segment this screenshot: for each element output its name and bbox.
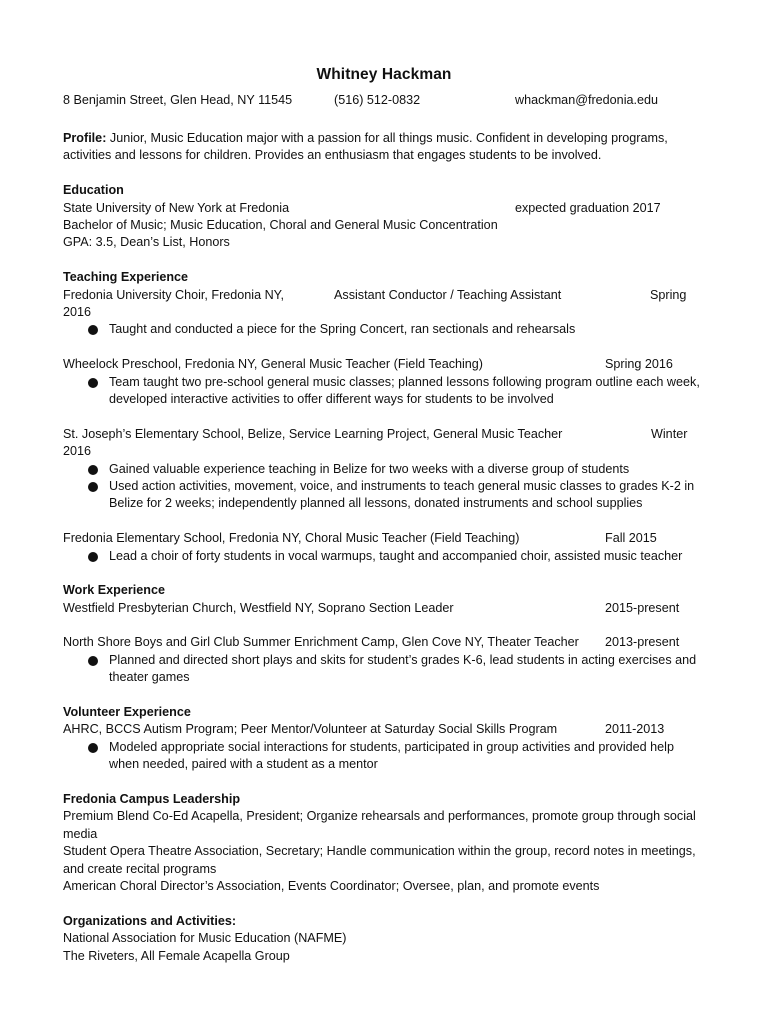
entry-title: Fredonia Elementary School, Fredonia NY, Choral Music Teacher (Field Teaching) bbox=[63, 531, 520, 546]
education-school: State University of New York at Fredonia bbox=[63, 200, 290, 215]
entry-date-continued: 2016 bbox=[63, 444, 92, 459]
bullet-item: Taught and conducted a piece for the Spring Concert, ran sectionals and rehearsals bbox=[63, 321, 703, 338]
education-degree: Bachelor of Music; Music Education, Choral and General Music Concentration bbox=[63, 217, 498, 232]
leadership-item: Premium Blend Co-Ed Acapella, President; Organize rehearsals and performances, promote group through social media bbox=[63, 809, 696, 841]
leadership-item: American Choral Director’s Association, Events Coordinator; Oversee, plan, and promote events bbox=[63, 879, 600, 894]
bullet-item: Team taught two pre-school general music classes; planned lessons following program outline each week, developed interactive activities to offer different ways for students to be involved bbox=[63, 374, 703, 409]
bullet-item: Lead a choir of forty students in vocal warmups, taught and accompanied choir, assisted music teacher bbox=[63, 548, 703, 565]
entry-title-row bbox=[63, 634, 703, 651]
education-school-row bbox=[63, 200, 703, 217]
resume-body bbox=[63, 130, 703, 965]
bullet-list bbox=[63, 652, 703, 687]
leadership-item: Student Opera Theatre Association, Secretary; Handle communication within the group, record notes in meetings, and create recital programs bbox=[63, 844, 696, 876]
entry-date: 2015-present bbox=[605, 600, 680, 615]
teaching-entry bbox=[63, 530, 703, 565]
email: whackman@fredonia.edu bbox=[515, 93, 659, 107]
teaching-entry bbox=[63, 356, 703, 408]
entry-role: Assistant Conductor / Teaching Assistant bbox=[334, 287, 562, 302]
entry-date-continued: 2016 bbox=[63, 304, 92, 319]
address: 8 Benjamin Street, Glen Head, NY 11545 bbox=[63, 93, 293, 107]
entry-title: Westfield Presbyterian Church, Westfield NY, Soprano Section Leader bbox=[63, 600, 454, 615]
profile-section bbox=[63, 130, 703, 165]
entry-date: Spring bbox=[650, 287, 687, 302]
entry-title-row bbox=[63, 721, 703, 738]
profile-text: Junior, Music Education major with a passion for all things music. Confident in developing programs, activities and lessons for children. Provides an enthusiasm that engages students to be involved. bbox=[63, 131, 668, 163]
entry-date: Winter bbox=[651, 426, 688, 441]
organization-item: National Association for Music Education (NAFME) bbox=[63, 931, 347, 946]
bullet-item: Modeled appropriate social interactions for students, participated in group activities and provided help when needed, paired with a student as a mentor bbox=[63, 739, 703, 774]
entry-date: 2011-2013 bbox=[605, 722, 665, 737]
bullet-list bbox=[63, 321, 703, 338]
teaching-entry bbox=[63, 426, 703, 513]
organizations-heading: Organizations and Activities: bbox=[63, 913, 237, 928]
entry-title-row bbox=[63, 356, 703, 373]
entry-title-row bbox=[63, 600, 703, 617]
entry-date: Spring 2016 bbox=[605, 357, 673, 372]
entry-title: St. Joseph’s Elementary School, Belize, Service Learning Project, General Music Teacher bbox=[63, 426, 563, 441]
entry-title-row bbox=[63, 287, 703, 304]
volunteer-heading: Volunteer Experience bbox=[63, 705, 191, 720]
bullet-list bbox=[63, 461, 703, 513]
education-heading: Education bbox=[63, 183, 124, 198]
work-heading: Work Experience bbox=[63, 583, 165, 598]
bullet-item: Gained valuable experience teaching in Belize for two weeks with a diverse group of students bbox=[63, 461, 703, 478]
entry-title-row bbox=[63, 530, 703, 547]
leadership-heading: Fredonia Campus Leadership bbox=[63, 792, 241, 807]
bullet-list bbox=[63, 548, 703, 565]
bullet-item: Used action activities, movement, voice, and instruments to teach general music classes to grades K-2 in Belize for 2 weeks; independently planned all lessons, donated instruments and school supplies bbox=[63, 478, 703, 513]
education-date: expected graduation 2017 bbox=[515, 200, 661, 215]
entry-title-row bbox=[63, 426, 703, 443]
bullet-list bbox=[63, 739, 703, 774]
entry-date: Fall 2015 bbox=[605, 531, 657, 546]
profile-label: Profile: bbox=[63, 131, 107, 145]
resume-name: Whitney Hackman bbox=[316, 66, 452, 83]
entry-org: Fredonia University Choir, Fredonia NY, bbox=[63, 287, 284, 302]
bullet-list bbox=[63, 374, 703, 409]
phone: (516) 512-0832 bbox=[334, 93, 421, 107]
education-gpa: GPA: 3.5, Dean’s List, Honors bbox=[63, 235, 230, 250]
entry-title: Wheelock Preschool, Fredonia NY, General Music Teacher (Field Teaching) bbox=[63, 357, 483, 372]
organization-item: The Riveters, All Female Acapella Group bbox=[63, 948, 290, 963]
entry-title: AHRC, BCCS Autism Program; Peer Mentor/Volunteer at Saturday Social Skills Program bbox=[63, 722, 558, 737]
entry-date: 2013-present bbox=[605, 635, 680, 650]
teaching-entry bbox=[63, 287, 703, 339]
entry-title: North Shore Boys and Girl Club Summer Enrichment Camp, Glen Cove NY, Theater Teacher bbox=[63, 635, 579, 650]
contact-line bbox=[0, 92, 768, 110]
teaching-heading: Teaching Experience bbox=[63, 270, 189, 285]
bullet-item: Planned and directed short plays and skits for student’s grades K-6, lead students in acting exercises and theater games bbox=[63, 652, 703, 687]
